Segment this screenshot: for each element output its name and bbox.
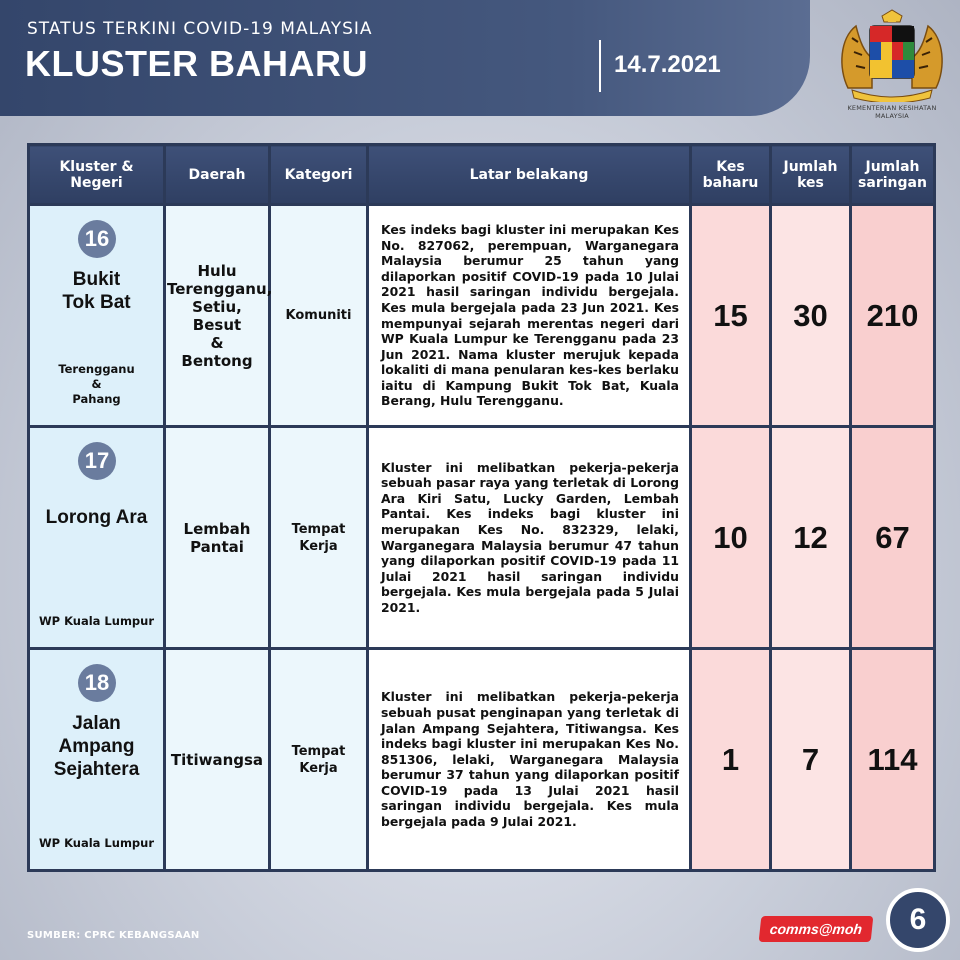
header-divider: [599, 40, 601, 92]
cluster-cell: [29, 205, 165, 427]
kes-baharu-cell: 15: [691, 205, 771, 427]
cluster-state: WP Kuala Lumpur: [38, 836, 155, 850]
ministry-logo: [830, 8, 954, 120]
daerah-cell: Hulu Terengganu, Setiu, Besut & Bentong: [165, 205, 270, 427]
cluster-state: WP Kuala Lumpur: [38, 614, 155, 628]
ministry-caption: KEMENTERIAN KESIHATAN MALAYSIA: [847, 104, 937, 120]
column-header-kategori: Kategori: [270, 145, 368, 205]
column-header-latar: Latar belakang: [368, 145, 691, 205]
latar-belakang-cell: Kes indeks bagi kluster ini merupakan Kes No. 827062, perempuan, Warganegara Malaysia berumur 25 tahun yang dilaporkan positif COVID-19 pada 10 Julai 2021 hasil saringan individu bergejala. Kes mula bergejala pada 23 Jun 2021. Kes mempunyai sejarah merentas negeri dari WP Kuala Lumpur ke Terengganu pada 23 Jun 2021. Nama kluster merujuk kepada lokaliti di mana penularan kes-kes berlaku iaitu di Kampung Bukit Tok Bat, Kuala Berang, Hulu Terengganu.: [368, 205, 691, 427]
kes-baharu-cell: 1: [691, 649, 771, 871]
cluster-number-badge: 18: [78, 664, 116, 702]
column-header-jumlah-saringan: Jumlah saringan: [851, 145, 935, 205]
column-header-jumlah-kes: Jumlah kes: [771, 145, 851, 205]
cluster-state: Terengganu & Pahang: [58, 362, 135, 406]
jumlah-kes-cell: 30: [771, 205, 851, 427]
latar-belakang-cell: Kluster ini melibatkan pekerja-pekerja sebuah pusat penginapan yang terletak di Jalan Ampang Sejahtera, Titiwangsa. Kes indeks bagi kluster ini merupakan Kes No. 851306, lelaki, Warganegara Malaysia berumur 37 tahun yang dilaporkan positif COVID-19 pada 13 Julai 2021 hasil saringan individu bergejala. Kes mula bergejala pada 9 Julai 2021.: [368, 649, 691, 871]
column-header-kluster: Kluster & Negeri: [29, 145, 165, 205]
page-number-badge: 6: [886, 888, 950, 952]
jumlah-kes-cell: 7: [771, 649, 851, 871]
cluster-name: Lorong Ara: [45, 507, 148, 528]
daerah-cell: Lembah Pantai: [165, 427, 270, 649]
cluster-number-badge: 16: [78, 220, 116, 258]
daerah-cell: Titiwangsa: [165, 649, 270, 871]
kategori-cell: Tempat Kerja: [270, 649, 368, 871]
jumlah-kes-cell: 12: [771, 427, 851, 649]
latar-belakang-cell: Kluster ini melibatkan pekerja-pekerja sebuah pasar raya yang terletak di Lorong Ara Kiri Satu, Lucky Garden, Lembah Pantai. Kes indeks bagi kluster ini merupakan Kes No. 832329, lelaki, Warganegara Malaysia berumur 47 tahun yang dilaporkan positif COVID-19 pada 11 Julai 2021 hasil saringan individu bergejala. Kes mula bergejala pada 5 Julai 2021.: [368, 427, 691, 649]
cluster-cell: [29, 427, 165, 649]
kes-baharu-cell: 10: [691, 427, 771, 649]
cluster-name: Bukit Tok Bat: [62, 269, 131, 313]
jumlah-saringan-cell: 67: [851, 427, 935, 649]
header-date: 14.7.2021: [614, 51, 721, 78]
column-header-daerah: Daerah: [165, 145, 270, 205]
kategori-cell: Komuniti: [270, 205, 368, 427]
table-row: [29, 649, 935, 871]
coat-of-arms-icon: [830, 8, 954, 102]
cluster-cell: [29, 649, 165, 871]
jumlah-saringan-cell: 210: [851, 205, 935, 427]
page-title: KLUSTER BAHARU: [25, 43, 368, 84]
column-header-kes-baharu: Kes baharu: [691, 145, 771, 205]
table-header-row: [29, 145, 935, 205]
jumlah-saringan-cell: 114: [851, 649, 935, 871]
cluster-table: [27, 143, 936, 872]
header-subtitle: STATUS TERKINI COVID-19 MALAYSIA: [27, 19, 373, 39]
cluster-name: Jalan Ampang Sejahtera: [53, 713, 140, 780]
source-note: SUMBER: CPRC KEBANGSAAN: [27, 930, 200, 941]
table-row: [29, 205, 935, 427]
comms-brand-badge: comms@moh: [759, 916, 874, 942]
table-row: [29, 427, 935, 649]
cluster-number-badge: 17: [78, 442, 116, 480]
kategori-cell: Tempat Kerja: [270, 427, 368, 649]
